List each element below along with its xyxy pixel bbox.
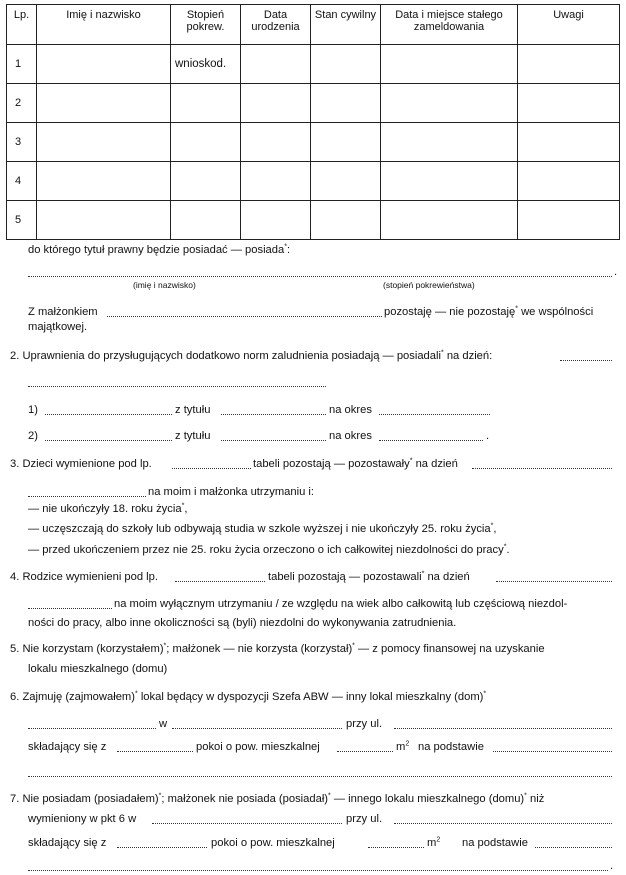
remarks-cell[interactable] — [518, 123, 620, 162]
housing-type-field[interactable] — [28, 728, 156, 729]
marital-status-cell[interactable] — [311, 84, 381, 123]
relation-cell[interactable]: wnioskod. — [171, 45, 241, 84]
other-city-field[interactable] — [152, 823, 342, 824]
section-2-text: 2. Uprawnienia do przysługujących dodatkowo norm zaludnienia posiadają — posiadali* na dzień: — [10, 349, 493, 362]
title-label: z tytułu — [175, 404, 211, 416]
row-number: 2 — [7, 84, 37, 123]
section-4-text: 4. Rodzice wymienieni pod lp. — [10, 571, 158, 583]
period-label: na okres — [329, 430, 372, 442]
birth-date-cell[interactable] — [241, 84, 311, 123]
section-4-text-d: na moim wyłącznym utrzymaniu / ze względu na wiek albo całkowitą lub częściową niezdol- — [114, 598, 568, 610]
registration-cell[interactable] — [381, 84, 518, 123]
header-name: Imię i nazwisko — [37, 5, 171, 45]
name-cell[interactable] — [37, 45, 171, 84]
entry-1-field[interactable] — [45, 414, 172, 415]
unit-m2: $m^2$ — [427, 836, 441, 849]
marital-status-cell[interactable] — [311, 162, 381, 201]
area-label: pokoi o pow. mieszkalnej — [211, 837, 335, 849]
entry-1-period-field[interactable] — [379, 414, 490, 415]
section-3-text-b: tabeli pozostają — pozostawały* na dzień — [253, 457, 458, 470]
basis-label: na podstawie — [418, 741, 484, 753]
area-label: pokoi o pow. mieszkalnej — [196, 741, 320, 753]
entry-2-title-field[interactable] — [221, 440, 326, 441]
section-3-text: 3. Dzieci wymienione pod lp. — [10, 458, 152, 470]
remarks-cell[interactable] — [518, 162, 620, 201]
line-dot: . — [614, 266, 618, 278]
in-label: w — [159, 718, 168, 730]
section-2-date-field[interactable] — [560, 360, 612, 361]
caption-name: (imię i nazwisko) — [133, 280, 196, 290]
relation-cell[interactable] — [171, 201, 241, 240]
bullet-incapacity: — przed ukończeniem przez nie 25. roku życia orzeczono o ich całkowitej niezdolności do pracy*. — [28, 543, 510, 556]
basis-label: na podstawie — [462, 837, 528, 849]
header-marital-status: Stan cywilny — [311, 5, 381, 45]
rooms-count-field[interactable] — [117, 751, 193, 752]
spouse-status-text: pozostaję — nie pozostaję* we wspólności — [384, 305, 594, 318]
spouse-text-line2: majątkowej. — [28, 321, 88, 333]
registration-cell[interactable] — [381, 123, 518, 162]
section-7-text-e: wymieniony w pkt 6 w — [28, 813, 137, 825]
table-row — [7, 201, 620, 240]
name-cell[interactable] — [37, 201, 171, 240]
birth-date-cell[interactable] — [241, 45, 311, 84]
table-row — [7, 162, 620, 201]
remarks-cell[interactable] — [518, 201, 620, 240]
marital-status-cell[interactable] — [311, 123, 381, 162]
parents-fill-line[interactable] — [28, 608, 112, 609]
row-number: 4 — [7, 162, 37, 201]
housing-street-field[interactable] — [394, 728, 612, 729]
other-rooms-field[interactable] — [117, 847, 207, 848]
name-cell[interactable] — [37, 123, 171, 162]
entry-2-period-field[interactable] — [379, 440, 483, 441]
relation-cell[interactable] — [171, 84, 241, 123]
intro-fill-line[interactable] — [28, 276, 612, 277]
bullet-under-18: — nie ukończyły 18. roku życia*, — [28, 502, 188, 515]
section-5-text: 5. Nie korzystam (korzystałem)*; małżonek — nie korzysta (korzystał)* — z pomocy finansowej na uzyskanie — [10, 642, 545, 655]
children-date-field[interactable] — [472, 468, 612, 469]
rooms-label: składający się z — [28, 837, 107, 849]
unit-m2: $m^2$ — [396, 740, 410, 753]
section-7-fill-line[interactable] — [28, 870, 608, 871]
birth-date-cell[interactable] — [241, 123, 311, 162]
intro-text: do którego tytuł prawny będzie posiadać — posiada*: — [28, 243, 291, 256]
other-basis-field[interactable] — [535, 847, 612, 848]
marital-status-cell[interactable] — [311, 201, 381, 240]
section-6-text: 6. Zajmuję (zajmowałem)* lokal będący w dyspozycji Szefa ABW — inny lokal mieszkalny (dom)* — [10, 690, 487, 703]
section-6-fill-line[interactable] — [28, 776, 612, 777]
section-4-text-b: tabeli pozostają — pozostawali* na dzień — [268, 570, 470, 583]
caption-relation: (stopień pokrewieństwa) — [383, 280, 475, 290]
header-birth-date: Data urodzenia — [241, 5, 311, 45]
parents-date-field[interactable] — [496, 581, 612, 582]
table-row — [7, 84, 620, 123]
street-label: przy ul. — [346, 813, 383, 825]
header-lp: Lp. — [7, 5, 37, 45]
relation-cell[interactable] — [171, 123, 241, 162]
entry-2-field[interactable] — [45, 440, 172, 441]
basis-field[interactable] — [493, 751, 612, 752]
row-number: 5 — [7, 201, 37, 240]
birth-date-cell[interactable] — [241, 201, 311, 240]
rooms-label: składający się z — [28, 741, 107, 753]
section-2-fill-line[interactable] — [28, 386, 326, 387]
entry-number: 1) — [28, 404, 38, 416]
section-7-text: 7. Nie posiadam (posiadałem)*; małżonek nie posiada (posiadał)* — innego lokalu mieszkalnego (domu)* niż — [10, 792, 545, 805]
line-dot: . — [610, 860, 614, 872]
row-number: 3 — [7, 123, 37, 162]
marital-status-cell[interactable] — [311, 45, 381, 84]
spouse-label: Z małżonkiem — [28, 306, 98, 318]
section-5-text-d: lokalu mieszkalnego (domu) — [28, 663, 168, 675]
table-header-row — [7, 5, 620, 45]
table-row — [7, 123, 620, 162]
row-number: 1 — [7, 45, 37, 84]
name-cell[interactable] — [37, 162, 171, 201]
parents-lp-field[interactable] — [175, 581, 265, 582]
table-row — [7, 45, 620, 84]
entry-number: 2) — [28, 430, 38, 442]
area-field[interactable] — [337, 751, 393, 752]
registration-cell[interactable] — [381, 45, 518, 84]
remarks-cell[interactable] — [518, 84, 620, 123]
spouse-fill-line[interactable] — [107, 316, 382, 317]
other-area-field[interactable] — [368, 847, 424, 848]
family-members-table — [6, 4, 620, 240]
entry-1-title-field[interactable] — [221, 414, 326, 415]
header-relation: Stopień pokrew. — [171, 5, 241, 45]
children-fill-line[interactable] — [28, 496, 146, 497]
name-cell[interactable] — [37, 84, 171, 123]
other-street-field[interactable] — [394, 823, 612, 824]
section-3-text-d: na moim i małżonka utrzymaniu i: — [148, 486, 315, 498]
header-registration: Data i miejsce stałego zameldowania — [381, 5, 518, 45]
header-remarks: Uwagi — [518, 5, 620, 45]
registration-cell[interactable] — [381, 201, 518, 240]
bullet-studying: — uczęszczają do szkoły lub odbywają studia w szkole wyższej i nie ukończyły 25. roku życia*, — [28, 522, 497, 535]
section-4-text-e: ności do pracy, albo inne okoliczności są (byli) niezdolni do wykonywania zatrudnienia. — [28, 617, 457, 629]
remarks-cell[interactable] — [518, 45, 620, 84]
relation-cell[interactable] — [171, 162, 241, 201]
registration-cell[interactable] — [381, 162, 518, 201]
children-lp-field[interactable] — [172, 468, 251, 469]
street-label: przy ul. — [346, 718, 383, 730]
housing-city-field[interactable] — [172, 728, 342, 729]
title-label: z tytułu — [175, 430, 211, 442]
birth-date-cell[interactable] — [241, 162, 311, 201]
line-dot: . — [486, 430, 490, 442]
period-label: na okres — [329, 404, 372, 416]
